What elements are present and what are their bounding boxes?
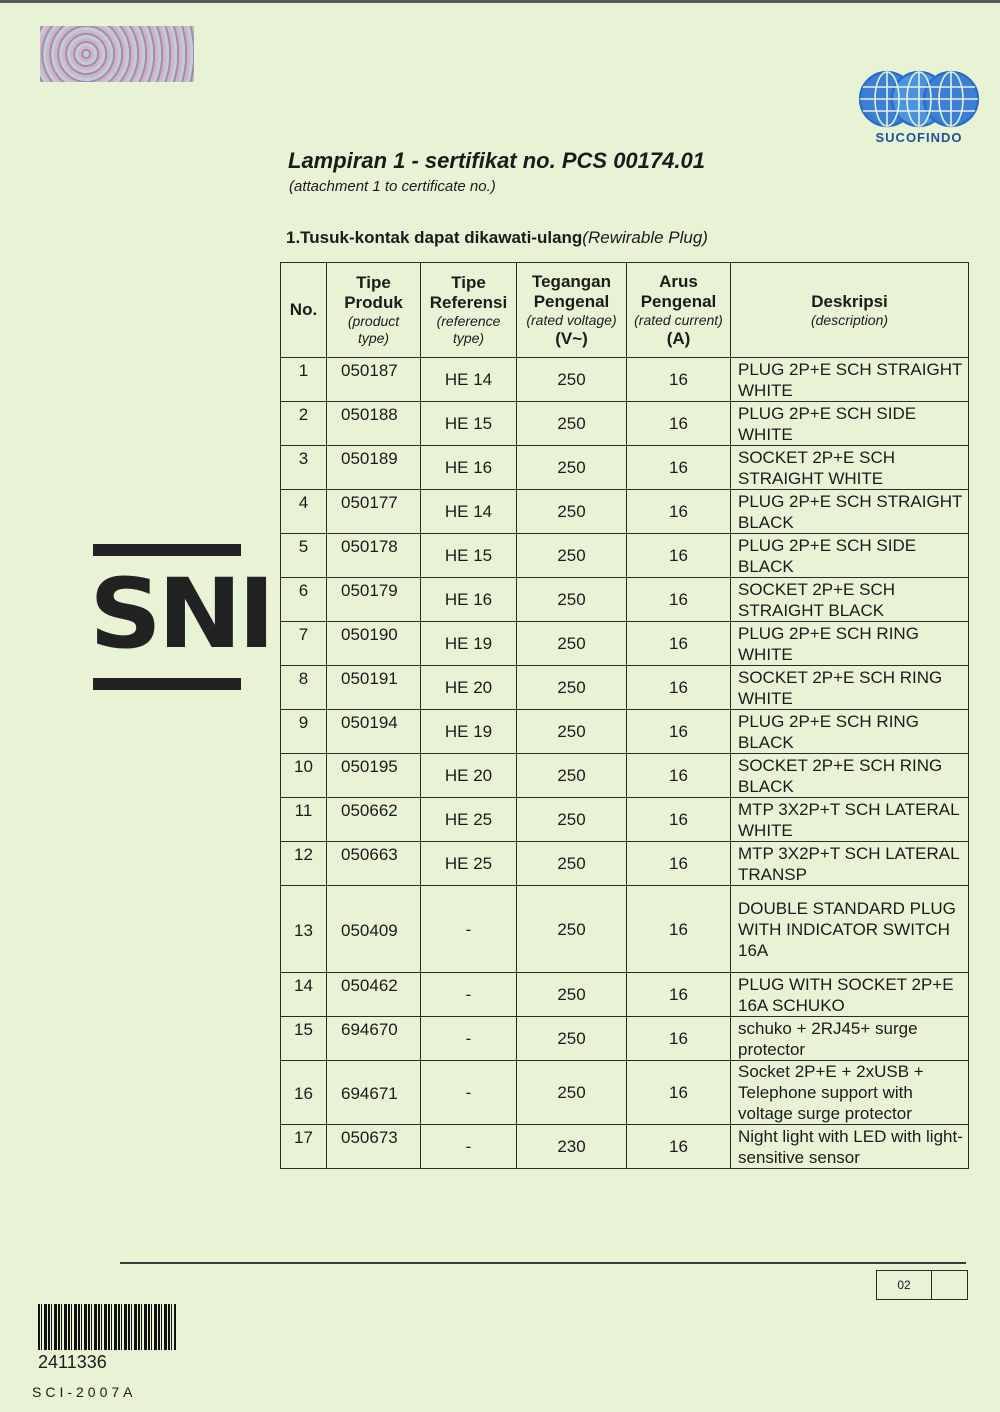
cell-current: 16	[627, 666, 731, 710]
header-volt-unit: (V~)	[555, 328, 588, 348]
cell-no: 6	[281, 578, 327, 622]
cell-type: 050195	[327, 754, 421, 798]
cell-ref: HE 20	[421, 754, 517, 798]
cell-no: 1	[281, 358, 327, 402]
cell-no: 12	[281, 842, 327, 886]
cell-current: 16	[627, 1061, 731, 1125]
section-title	[286, 228, 708, 248]
cell-description: SOCKET 2P+E SCH STRAIGHT WHITE	[731, 446, 969, 490]
cell-current: 16	[627, 842, 731, 886]
header-curr-unit: (A)	[666, 328, 691, 348]
page-title: Lampiran 1 - sertifikat no. PCS 00174.01	[288, 148, 705, 173]
logo-text: SUCOFINDO	[875, 130, 963, 145]
cell-type: 050462	[327, 973, 421, 1017]
cell-type: 050409	[327, 886, 421, 973]
cell-ref: HE 15	[421, 402, 517, 446]
cell-no: 2	[281, 402, 327, 446]
cell-current: 16	[627, 578, 731, 622]
cell-voltage: 250	[517, 710, 627, 754]
cell-type: 050178	[327, 534, 421, 578]
globe-logo-icon	[857, 70, 981, 128]
cell-type: 050190	[327, 622, 421, 666]
table-row	[281, 666, 969, 710]
col-header-ref	[421, 263, 517, 358]
cell-no: 14	[281, 973, 327, 1017]
cell-type: 050187	[327, 358, 421, 402]
table-row	[281, 1017, 969, 1061]
table-row	[281, 842, 969, 886]
product-table	[280, 262, 969, 1169]
cell-ref: -	[421, 886, 517, 973]
table-header-row	[281, 263, 969, 358]
table-row	[281, 1125, 969, 1169]
page-subtitle: (attachment 1 to certificate no.)	[289, 178, 496, 195]
cell-voltage: 250	[517, 886, 627, 973]
cell-voltage: 250	[517, 798, 627, 842]
footer-divider	[120, 1262, 966, 1264]
cell-voltage: 250	[517, 402, 627, 446]
cell-no: 17	[281, 1125, 327, 1169]
table-row	[281, 578, 969, 622]
cell-ref: HE 19	[421, 622, 517, 666]
cell-ref: HE 25	[421, 842, 517, 886]
section-title-id: 1.Tusuk-kontak dapat dikawati-ulang	[286, 228, 583, 247]
cell-current: 16	[627, 886, 731, 973]
cell-voltage: 250	[517, 842, 627, 886]
sni-mark	[89, 544, 272, 690]
cell-current: 16	[627, 710, 731, 754]
page-number: 02	[877, 1271, 932, 1299]
cell-current: 16	[627, 402, 731, 446]
cell-no: 3	[281, 446, 327, 490]
cell-ref: -	[421, 1061, 517, 1125]
cell-description: Socket 2P+E + 2xUSB + Telephone support with voltage surge protector	[731, 1061, 969, 1125]
cell-voltage: 250	[517, 1017, 627, 1061]
cell-no: 16	[281, 1061, 327, 1125]
table-row	[281, 490, 969, 534]
table-row	[281, 622, 969, 666]
cell-voltage: 250	[517, 358, 627, 402]
cell-voltage: 250	[517, 490, 627, 534]
col-header-description	[731, 263, 969, 358]
cell-type: 050663	[327, 842, 421, 886]
header-desc-text: Deskripsi	[811, 291, 888, 311]
cell-description: MTP 3X2P+T SCH LATERAL WHITE	[731, 798, 969, 842]
header-no-text: No.	[289, 300, 318, 319]
cell-ref: HE 20	[421, 666, 517, 710]
cell-ref: HE 15	[421, 534, 517, 578]
cell-ref: HE 16	[421, 578, 517, 622]
cell-current: 16	[627, 754, 731, 798]
cell-no: 7	[281, 622, 327, 666]
cell-description: PLUG 2P+E SCH RING BLACK	[731, 710, 969, 754]
cell-description: schuko + 2RJ45+ surge protector	[731, 1017, 969, 1061]
cell-description: MTP 3X2P+T SCH LATERAL TRANSP	[731, 842, 969, 886]
sucofindo-logo	[856, 70, 982, 145]
cell-ref: HE 14	[421, 358, 517, 402]
cell-no: 10	[281, 754, 327, 798]
cell-ref: HE 14	[421, 490, 517, 534]
cell-current: 16	[627, 358, 731, 402]
cell-description: Night light with LED with light-sensitive sensor	[731, 1125, 969, 1169]
section-title-en: (Rewirable Plug)	[582, 228, 708, 247]
cell-no: 9	[281, 710, 327, 754]
cell-current: 16	[627, 1017, 731, 1061]
cell-description: SOCKET 2P+E SCH STRAIGHT BLACK	[731, 578, 969, 622]
cell-description: SOCKET 2P+E SCH RING BLACK	[731, 754, 969, 798]
table-row	[281, 886, 969, 973]
hologram-sticker	[40, 26, 194, 82]
header-curr-hint: (rated current)	[634, 311, 723, 328]
table-row	[281, 973, 969, 1017]
cell-description: PLUG 2P+E SCH STRAIGHT WHITE	[731, 358, 969, 402]
cell-no: 5	[281, 534, 327, 578]
sni-top-bar	[93, 544, 241, 556]
cell-description: PLUG WITH SOCKET 2P+E 16A SCHUKO	[731, 973, 969, 1017]
cell-voltage: 250	[517, 578, 627, 622]
cell-voltage: 250	[517, 754, 627, 798]
page-number-box	[876, 1270, 968, 1300]
sni-letters: SNI	[89, 558, 272, 670]
cell-voltage: 250	[517, 446, 627, 490]
table-row	[281, 1061, 969, 1125]
cell-type: 050194	[327, 710, 421, 754]
cell-type: 050179	[327, 578, 421, 622]
cell-type: 050188	[327, 402, 421, 446]
cell-current: 16	[627, 446, 731, 490]
cell-current: 16	[627, 622, 731, 666]
header-desc-hint: (description)	[810, 311, 889, 328]
barcode-icon	[38, 1304, 176, 1350]
table-row	[281, 754, 969, 798]
sni-bottom-bar	[93, 678, 241, 690]
cell-voltage: 250	[517, 973, 627, 1017]
header-volt-text: Tegangan Pengenal	[531, 271, 612, 311]
barcode-number: 2411336	[38, 1352, 107, 1372]
cell-voltage: 250	[517, 534, 627, 578]
cell-description: PLUG 2P+E SCH SIDE BLACK	[731, 534, 969, 578]
header-curr-text: Arus Pengenal	[640, 271, 717, 311]
cell-no: 15	[281, 1017, 327, 1061]
cell-ref: HE 19	[421, 710, 517, 754]
cell-description: PLUG 2P+E SCH SIDE WHITE	[731, 402, 969, 446]
cell-description: PLUG 2P+E SCH STRAIGHT BLACK	[731, 490, 969, 534]
cell-voltage: 250	[517, 666, 627, 710]
cell-type: 694670	[327, 1017, 421, 1061]
cell-ref: -	[421, 1017, 517, 1061]
cell-no: 13	[281, 886, 327, 973]
cell-ref: -	[421, 973, 517, 1017]
cell-type: 050189	[327, 446, 421, 490]
cell-description: DOUBLE STANDARD PLUG WITH INDICATOR SWITCH 16A	[731, 886, 969, 973]
cell-no: 11	[281, 798, 327, 842]
col-header-type	[327, 263, 421, 358]
header-volt-hint: (rated voltage)	[526, 311, 617, 328]
col-header-voltage	[517, 263, 627, 358]
top-border-line	[0, 0, 1000, 3]
cell-type: 050191	[327, 666, 421, 710]
cell-voltage: 230	[517, 1125, 627, 1169]
header-type-text: Tipe Produk	[344, 273, 403, 312]
col-header-no	[281, 263, 327, 358]
cell-current: 16	[627, 973, 731, 1017]
cell-current: 16	[627, 1125, 731, 1169]
header-ref-text: Tipe Referensi	[429, 273, 508, 312]
cell-description: PLUG 2P+E SCH RING WHITE	[731, 622, 969, 666]
table-row	[281, 446, 969, 490]
cell-no: 4	[281, 490, 327, 534]
header-type-hint: (product type)	[347, 313, 400, 346]
cell-ref: HE 25	[421, 798, 517, 842]
cell-current: 16	[627, 490, 731, 534]
table-row	[281, 358, 969, 402]
cell-voltage: 250	[517, 622, 627, 666]
cell-current: 16	[627, 798, 731, 842]
cell-type: 050662	[327, 798, 421, 842]
col-header-current	[627, 263, 731, 358]
cell-ref: HE 16	[421, 446, 517, 490]
cell-description: SOCKET 2P+E SCH RING WHITE	[731, 666, 969, 710]
cell-type: 050673	[327, 1125, 421, 1169]
form-code: SCI-2007A	[32, 1384, 137, 1400]
cell-no: 8	[281, 666, 327, 710]
table-row	[281, 402, 969, 446]
cell-ref: -	[421, 1125, 517, 1169]
cell-type: 050177	[327, 490, 421, 534]
header-ref-hint: (reference type)	[436, 313, 501, 346]
table-row	[281, 798, 969, 842]
cell-voltage: 250	[517, 1061, 627, 1125]
table-row	[281, 710, 969, 754]
cell-current: 16	[627, 534, 731, 578]
table-row	[281, 534, 969, 578]
cell-type: 694671	[327, 1061, 421, 1125]
